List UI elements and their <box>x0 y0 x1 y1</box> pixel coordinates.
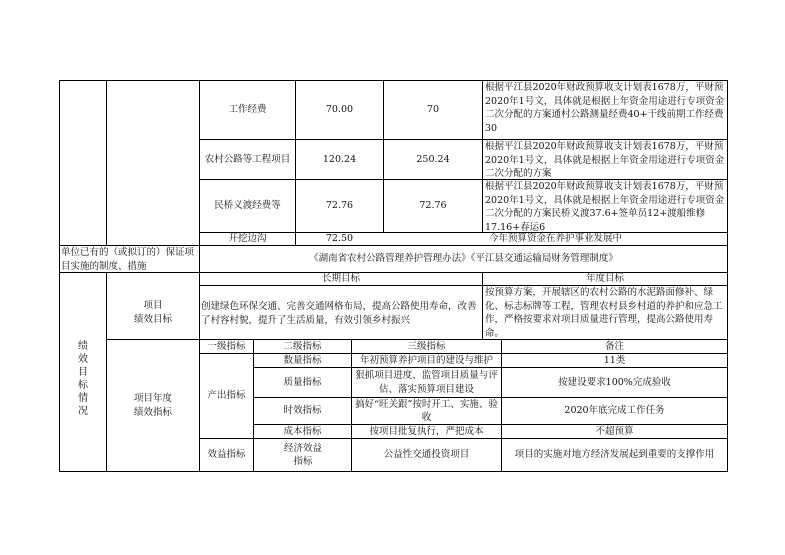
fund-budget-rural: 120.24 <box>322 153 357 165</box>
col-divider <box>106 80 107 246</box>
project-goal-label: 项目 绩效目标 <box>133 300 172 325</box>
perf-section-label: 绩效目标情况 <box>78 341 88 417</box>
header-level1: 一级指标 <box>207 340 246 352</box>
indicator-l2: 数量指标 <box>283 354 322 366</box>
fund-budget-work: 70.00 <box>325 104 354 116</box>
header-level3: 三级指标 <box>407 340 446 352</box>
annual-text: 按预算方案，开展辖区的农村公路的水泥路面修补、绿化、标志标牌等工程，管理农村县乡村道的养护和应急工作，严格按要求对项目质量进行管理，提高公路使用寿命。 <box>485 287 723 339</box>
indicator-note: 项目的实施对地方经济发展起到重要的支撑作用 <box>514 449 715 461</box>
long-term-text: 创建绿色环保交通、完善交通网格布局，提高公路使用寿命，改善了村容村貌，提升了生活质量，有效引领乡村振兴 <box>201 301 477 326</box>
fund-basis-rural: 根据平江县2020年财政预算收支计划表1678万，平财预2020年1号文，具体就是根据上年资金用途进行专项资金二次分配的方案 <box>485 141 725 179</box>
fund-name-rural: 农村公路等工程项目 <box>204 153 291 165</box>
fund-basis-work: 根据平江县2020年财政预算收支计划表1678万，平财预2020年1号文，具体就是根据上年资金用途进行专项资金二次分配的方案通村公路测量经费40+干线前期工作经费30 <box>485 82 725 134</box>
fund-actual-rural: 250.24 <box>416 153 450 165</box>
long-term-header: 长期目标 <box>321 273 360 285</box>
table-bottom-border <box>59 471 728 472</box>
fund-actual-work: 70 <box>426 104 440 116</box>
fund-basis-roadside: 今年预算资金在养护事业发展中 <box>488 233 622 245</box>
fund-name-roadside: 开挖边沟 <box>228 233 267 245</box>
guarantee-text: 《湖南省农村公路管理养护管理办法》《平江县交通运输局财务管理制度》 <box>309 253 618 265</box>
indicator-note: 不超预算 <box>595 425 634 437</box>
indicator-note: 2020年底完成工作任务 <box>564 405 665 417</box>
annual-header: 年度目标 <box>585 273 624 285</box>
annual-indicator-label: 项目年度 绩效指标 <box>133 393 172 418</box>
header-note: 备注 <box>604 340 624 352</box>
fund-basis-bridge: 根据平江县2020年财政预算收支计划表1678万，平财预2020年1号文，具体就是根据上年资金用途进行专项资金二次分配的方案民桥义渡37.6+签单员12+渡船维修17.16+春运6 <box>485 181 725 233</box>
indicator-l3: 狠抓项目进度、监管项目质量与评估、落实预算项目建设 <box>355 370 498 395</box>
col-divider <box>482 80 483 233</box>
indicator-l3: 搞好“旺关跟”按时开工、实施、验收 <box>355 398 498 423</box>
fund-actual-bridge: 72.76 <box>419 200 447 212</box>
indicator-l2: 成本指标 <box>283 425 322 437</box>
indicator-l3: 年初预算养护项目的建设与维护 <box>359 354 493 366</box>
fund-budget-bridge: 72.76 <box>325 200 354 212</box>
output-indicator-label: 产出指标 <box>207 390 246 402</box>
fund-name-work: 工作经费 <box>228 104 267 116</box>
indicator-note: 按建设要求100%完成验收 <box>558 376 671 388</box>
guarantee-label: 单位已有的（或拟订的）保证项目实施的制度、措施 <box>61 247 195 272</box>
table-border-left <box>59 80 60 472</box>
indicator-note: 11类 <box>603 354 626 366</box>
indicator-l2: 经济效益指标 <box>283 442 322 467</box>
header-level2: 二级指标 <box>283 340 322 352</box>
indicator-l3: 公益性交通投资项目 <box>383 449 470 461</box>
indicator-l2: 时效指标 <box>283 405 322 417</box>
benefit-indicator-label: 效益指标 <box>207 449 246 461</box>
fund-budget-roadside: 72.50 <box>325 233 354 245</box>
fund-name-bridge: 民桥义渡经费等 <box>214 200 281 212</box>
indicator-l2: 质量指标 <box>283 376 322 388</box>
indicator-l3: 按项目批复执行，严把成本 <box>369 425 484 437</box>
